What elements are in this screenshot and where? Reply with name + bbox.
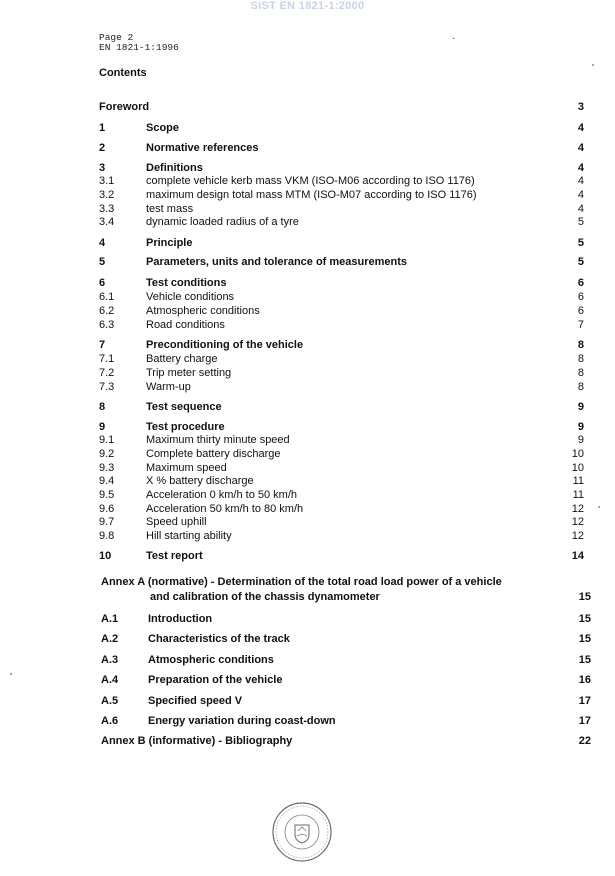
toc-entry-number: 6 <box>99 277 106 289</box>
toc-entry-page: 9 <box>577 401 584 413</box>
toc-entry <box>0 515 615 530</box>
toc-entry-page: 6 <box>577 305 584 317</box>
official-seal-icon <box>271 801 333 863</box>
toc-entry-title: Vehicle conditions <box>146 291 235 303</box>
toc-entry <box>0 474 615 489</box>
annex-a-title-line1: Annex A (normative) - Determination of the total road load power of a vehicle <box>101 576 502 588</box>
annex-a-page: 15 <box>578 591 591 603</box>
toc-entry-number: 3.2 <box>99 189 115 201</box>
annex-a-entry-page: 15 <box>578 633 591 645</box>
toc-entry <box>0 304 615 319</box>
toc-entry-page: 4 <box>577 189 584 201</box>
toc-entry <box>0 400 615 415</box>
page-number: Page 2 <box>99 32 134 43</box>
toc-entry <box>0 276 615 291</box>
toc-entry-title: Speed uphill <box>146 516 207 528</box>
toc-entry-number: 9.6 <box>99 503 115 515</box>
toc-entry-page: 9 <box>577 434 584 446</box>
annex-a-entry-number: A.2 <box>101 633 119 645</box>
toc-entry-title: Maximum speed <box>146 462 227 474</box>
toc-entry-title: Road conditions <box>146 319 225 331</box>
toc-entry <box>0 121 615 136</box>
toc-entry <box>0 215 615 230</box>
speck <box>598 506 600 508</box>
toc-entry-title: Complete battery discharge <box>146 448 281 460</box>
toc-entry-title: dynamic loaded radius of a tyre <box>146 216 299 228</box>
annex-a-entry-page: 15 <box>578 613 591 625</box>
toc-entry-page: 12 <box>571 530 584 542</box>
toc-entry-number: 9 <box>99 421 106 433</box>
annex-b-title: Annex B (informative) - Bibliography <box>101 735 293 747</box>
toc-entry-page: 8 <box>577 381 584 393</box>
toc-entry-title: Definitions <box>146 162 203 174</box>
annex-a-entry <box>0 653 615 668</box>
toc-entry-number: 9.8 <box>99 530 115 542</box>
toc-entry-number: 9.4 <box>99 475 115 487</box>
toc-entry <box>0 318 615 333</box>
annex-a-entry-title: Characteristics of the track <box>148 633 290 645</box>
toc-entry-number: 3.3 <box>99 203 115 215</box>
toc-entry-number: 3.4 <box>99 216 115 228</box>
toc-entry-number: 6.2 <box>99 305 115 317</box>
annex-a-entry-number: A.6 <box>101 715 119 727</box>
toc-entry-page: 4 <box>577 142 584 154</box>
toc-entry <box>0 447 615 462</box>
speck <box>10 673 12 675</box>
toc-entry-title: Test sequence <box>146 401 222 413</box>
toc-entry <box>0 380 615 395</box>
toc-entry-page: 11 <box>572 475 584 487</box>
toc-entry-number: 9.2 <box>99 448 115 460</box>
toc-entry-page: 4 <box>577 175 584 187</box>
toc-entry-title: Foreword <box>99 101 150 113</box>
annex-a-entry-page: 17 <box>578 715 591 727</box>
toc-entry-page: 4 <box>577 122 584 134</box>
toc-entry-title: maximum design total mass MTM (ISO-M07 according to ISO 1176) <box>146 189 477 201</box>
annex-a-entry-number: A.5 <box>101 695 119 707</box>
toc-entry <box>0 338 615 353</box>
annex-a-entry-title: Specified speed V <box>148 695 243 707</box>
toc-entry <box>0 174 615 189</box>
toc-entry-number: 4 <box>99 237 106 249</box>
toc-entry-number: 6.1 <box>99 291 115 303</box>
toc-entry-page: 4 <box>577 162 584 174</box>
toc-entry-page: 14 <box>571 550 584 562</box>
toc-entry-page: 10 <box>571 448 584 460</box>
toc-entry-number: 10 <box>99 550 112 562</box>
toc-entry <box>0 290 615 305</box>
toc-entry-title: Normative references <box>146 142 259 154</box>
toc-entry <box>0 529 615 544</box>
toc-entry-title: Atmospheric conditions <box>146 305 260 317</box>
toc-entry-page: 11 <box>572 489 584 501</box>
toc-entry-page: 5 <box>577 216 584 228</box>
toc-entry-page: 12 <box>571 516 584 528</box>
toc-entry-page: 5 <box>577 237 584 249</box>
annex-a-entry <box>0 632 615 647</box>
toc-entry <box>0 188 615 203</box>
toc-entry-number: 7 <box>99 339 106 351</box>
toc-entry-title: complete vehicle kerb mass VKM (ISO-M06 according to ISO 1176) <box>146 175 475 187</box>
toc-entry <box>0 366 615 381</box>
annex-a-entry-title: Energy variation during coast-down <box>148 715 336 727</box>
annex-a-entry-page: 16 <box>578 674 591 686</box>
toc-entry-title: Test procedure <box>146 421 225 433</box>
standard-id: EN 1821-1:1996 <box>99 42 179 53</box>
toc-entry-title: Acceleration 50 km/h to 80 km/h <box>146 503 304 515</box>
toc-entry-number: 2 <box>99 142 106 154</box>
toc-entry <box>0 549 615 564</box>
toc-entry-page: 9 <box>577 421 584 433</box>
annex-a-entry-number: A.4 <box>101 674 119 686</box>
toc-entry-page: 6 <box>577 277 584 289</box>
watermark: SIST EN 1821-1:2000 <box>250 0 365 12</box>
toc-entry-page: 12 <box>571 503 584 515</box>
toc-entry <box>0 488 615 503</box>
annex-a-entry <box>0 673 615 688</box>
annex-a-entry-page: 15 <box>578 654 591 666</box>
annex-a-entry <box>0 612 615 627</box>
toc-entry-page: 8 <box>577 353 584 365</box>
toc-entry-number: 3 <box>99 162 106 174</box>
toc-entry-title: Scope <box>146 122 180 134</box>
annex-b-page: 22 <box>578 735 591 747</box>
toc-entry <box>0 141 615 156</box>
contents-heading: Contents <box>99 67 147 79</box>
toc-entry <box>0 433 615 448</box>
toc-entry-title: Acceleration 0 km/h to 50 km/h <box>146 489 298 501</box>
annex-a-entry <box>0 694 615 709</box>
toc-entry-title: test mass <box>146 203 194 215</box>
toc-entry-number: 7.1 <box>99 353 115 365</box>
toc-entry-page: 10 <box>571 462 584 474</box>
toc-entry-number: 9.5 <box>99 489 115 501</box>
annex-a-entry <box>0 714 615 729</box>
toc-entry-number: 6.3 <box>99 319 115 331</box>
annex-a-entry-title: Introduction <box>148 613 213 625</box>
annex-a-entry-title: Atmospheric conditions <box>148 654 274 666</box>
toc-entry-title: Parameters, units and tolerance of measurements <box>146 256 408 268</box>
annex-a-title-line2: and calibration of the chassis dynamometer <box>150 591 380 603</box>
mark: - <box>452 33 455 43</box>
annex-a-entry-number: A.1 <box>101 613 119 625</box>
toc-entry-number: 9.3 <box>99 462 115 474</box>
toc-entry-page: 3 <box>577 101 584 113</box>
toc-entry <box>0 255 615 270</box>
toc-entry-number: 7.2 <box>99 367 115 379</box>
toc-entry <box>0 100 615 115</box>
toc-entry-number: 5 <box>99 256 106 268</box>
toc-entry-number: 3.1 <box>99 175 115 187</box>
toc-entry <box>0 352 615 367</box>
annex-a-entry-page: 17 <box>578 695 591 707</box>
annex-a-entry-title: Preparation of the vehicle <box>148 674 283 686</box>
annex-a-entry-number: A.3 <box>101 654 119 666</box>
toc-entry-title: Trip meter setting <box>146 367 232 379</box>
toc-entry-title: Principle <box>146 237 193 249</box>
toc-entry-number: 7.3 <box>99 381 115 393</box>
toc-entry-title: Test conditions <box>146 277 227 289</box>
toc-entry-page: 6 <box>577 291 584 303</box>
toc-entry-number: 9.7 <box>99 516 115 528</box>
toc-entry-title: Warm-up <box>146 381 191 393</box>
toc-entry-page: 7 <box>577 319 584 331</box>
toc-entry-number: 8 <box>99 401 106 413</box>
toc-entry-title: Preconditioning of the vehicle <box>146 339 304 351</box>
toc-entry-page: 5 <box>577 256 584 268</box>
toc-entry-title: Maximum thirty minute speed <box>146 434 290 446</box>
toc-entry-title: Test report <box>146 550 203 562</box>
toc-entry <box>0 236 615 251</box>
toc-entry-number: 1 <box>99 122 106 134</box>
toc-entry-page: 8 <box>577 339 584 351</box>
toc-entry-title: X % battery discharge <box>146 475 254 487</box>
speck <box>592 64 594 66</box>
toc-entry-page: 8 <box>577 367 584 379</box>
toc-entry-page: 4 <box>577 203 584 215</box>
toc-entry-number: 9.1 <box>99 434 115 446</box>
toc-entry-title: Hill starting ability <box>146 530 232 542</box>
toc-entry-title: Battery charge <box>146 353 218 365</box>
